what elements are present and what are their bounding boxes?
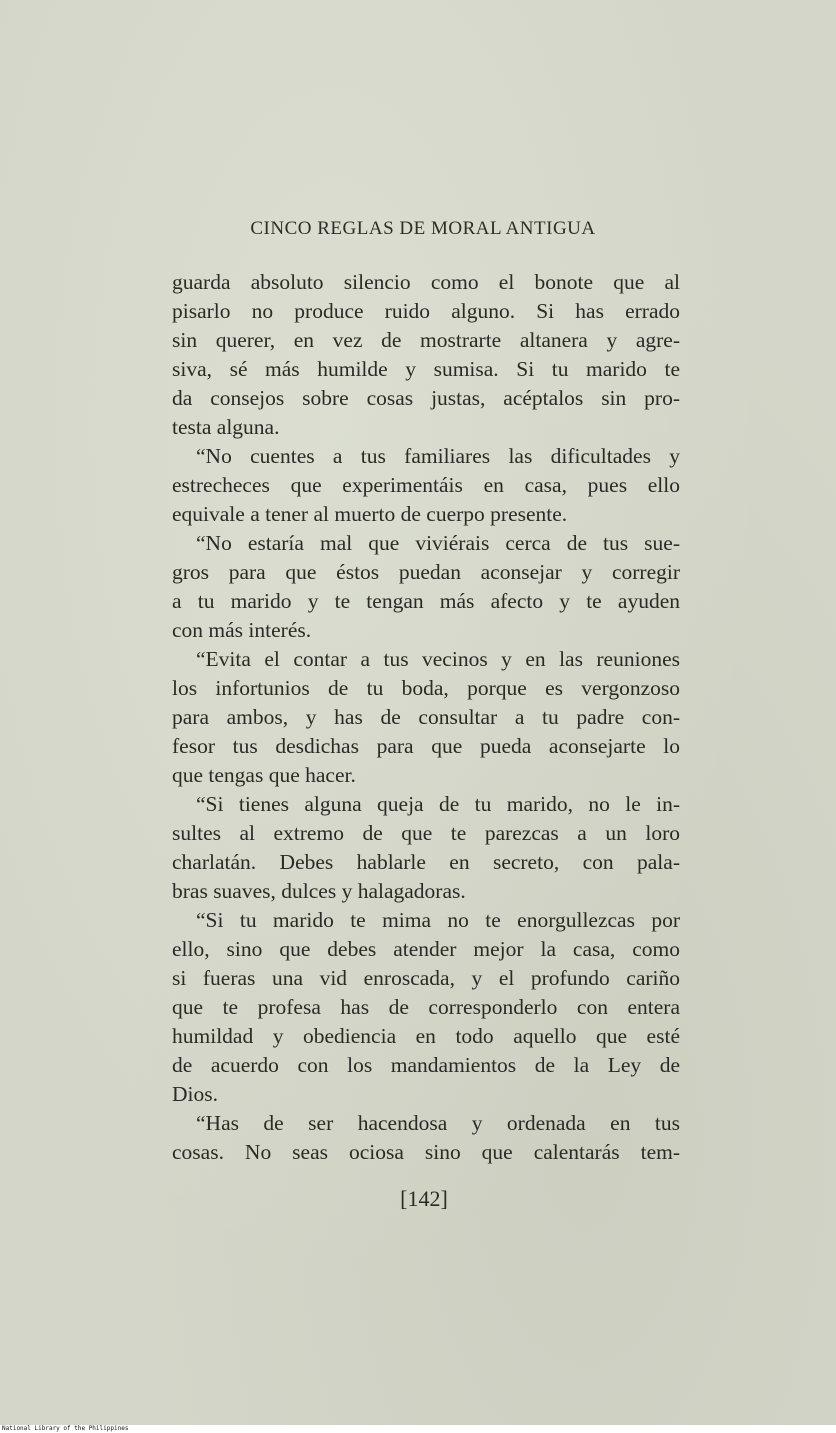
paragraph [172, 1109, 680, 1167]
text-line: si fueras una vid enroscada, y el profundo cariño [172, 966, 680, 990]
running-head: CINCO REGLAS DE MORAL ANTIGUA [250, 218, 596, 239]
text-line: humildad y obediencia en todo aquello que esté [172, 1024, 680, 1048]
text-line: ello, sino que debes atender mejor la casa, como [172, 937, 680, 961]
text-line: cosas. No seas ociosa sino que calentarás tem- [172, 1140, 680, 1164]
text-line: guarda absoluto silencio como el bonote que al [172, 270, 680, 294]
text-line: fesor tus desdichas para que pueda aconsejarte lo [172, 734, 680, 758]
text-line: los infortunios de tu boda, porque es vergonzoso [172, 676, 680, 700]
text-line: da consejos sobre cosas justas, acéptalos sin pro- [172, 386, 680, 410]
text-line: bras suaves, dulces y halagadoras. [172, 879, 466, 903]
footer-credit: National Library of the Philippines [2, 1425, 129, 1432]
text-line: gros para que éstos puedan aconsejar y corregir [172, 560, 680, 584]
text-line: charlatán. Debes hablarle en secreto, con pala- [172, 850, 680, 874]
text-line: sin querer, en vez de mostrarte altanera y agre- [172, 328, 680, 352]
text-line: “Has de ser hacendosa y ordenada en tus [196, 1111, 680, 1135]
text-line: “No estaría mal que viviérais cerca de tus sue- [196, 531, 680, 555]
text-line: siva, sé más humilde y sumisa. Si tu marido te [172, 357, 680, 381]
text-line: Dios. [172, 1082, 218, 1106]
text-line: “Si tu marido te mima no te enorgullezcas por [196, 908, 680, 932]
text-line: estrecheces que experimentáis en casa, pues ello [172, 473, 680, 497]
page-number: [142] [400, 1186, 448, 1211]
text-line: que te profesa has de corresponderlo con entera [172, 995, 680, 1019]
text-line: de acuerdo con los mandamientos de la Ley de [172, 1053, 680, 1077]
text-line: a tu marido y te tengan más afecto y te ayuden [172, 589, 680, 613]
paragraph [172, 529, 680, 645]
paragraph [172, 268, 680, 442]
paragraph [172, 442, 680, 529]
text-line: con más interés. [172, 618, 312, 642]
text-line: pisarlo no produce ruido alguno. Si has errado [172, 299, 680, 323]
text-line: sultes al extremo de que te parezcas a un loro [172, 821, 680, 845]
text-line: “Si tienes alguna queja de tu marido, no le in- [196, 792, 680, 816]
paragraph [172, 790, 680, 906]
paragraph [172, 645, 680, 790]
text-line: “Evita el contar a tus vecinos y en las reuniones [196, 647, 680, 671]
text-line: para ambos, y has de consultar a tu padre con- [172, 705, 680, 729]
text-line: testa alguna. [172, 415, 280, 439]
text-line: que tengas que hacer. [172, 763, 356, 787]
body-text [172, 268, 680, 1167]
paragraph [172, 906, 680, 1109]
text-line: equivale a tener al muerto de cuerpo presente. [172, 502, 568, 526]
text-line: “No cuentes a tus familiares las dificultades y [196, 444, 680, 468]
